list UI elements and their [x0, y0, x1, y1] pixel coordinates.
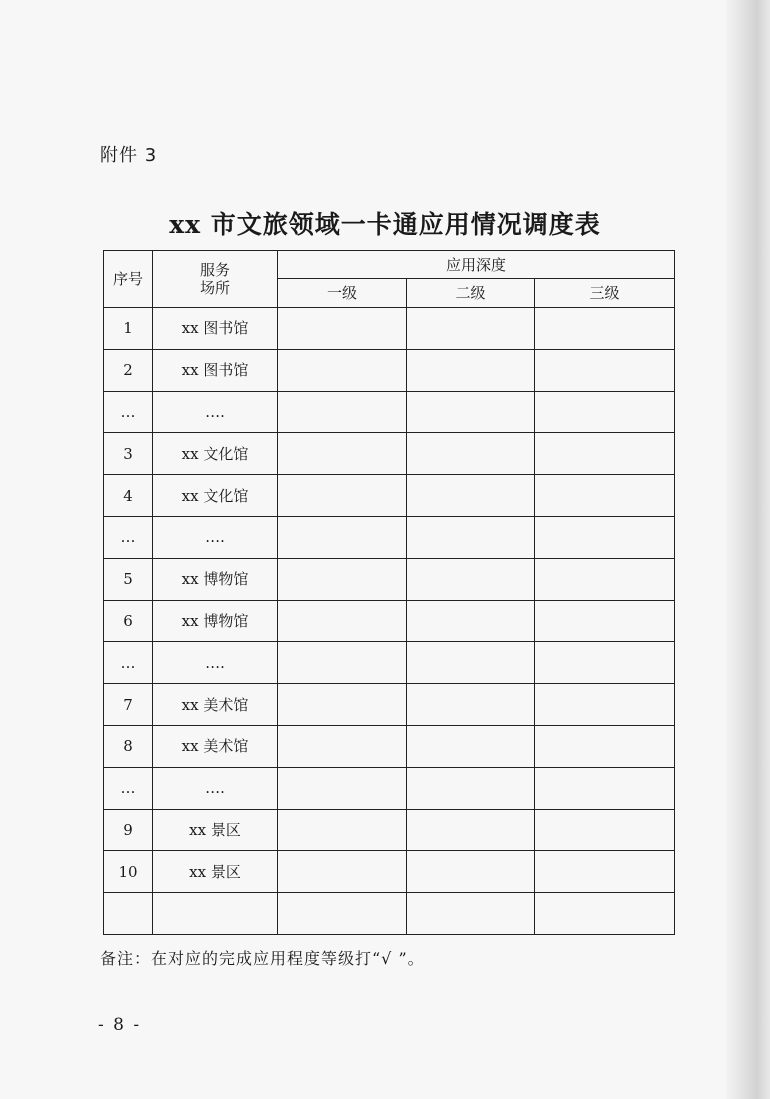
row-level2-cell	[407, 433, 535, 475]
row-venue-cell: xx 博物馆	[153, 558, 278, 600]
row-level1-cell	[278, 893, 407, 935]
header-venue-line2: 场所	[199, 279, 230, 297]
row-seq-cell: 4	[104, 475, 153, 517]
header-seq: 序号	[104, 251, 153, 308]
row-seq-cell: 1	[104, 308, 153, 350]
table-row	[104, 475, 675, 517]
row-level2-cell	[407, 391, 535, 433]
row-seq-cell: 5	[104, 558, 153, 600]
row-level1-cell	[278, 516, 407, 558]
row-level3-cell	[535, 600, 675, 642]
row-level3-cell	[535, 684, 675, 726]
row-seq-cell: 6	[104, 600, 153, 642]
row-level1-cell	[278, 725, 407, 767]
attachment-label: 附件 3	[100, 145, 158, 166]
row-venue-cell: ….	[153, 767, 278, 809]
row-level3-cell	[535, 558, 675, 600]
table-row	[104, 642, 675, 684]
row-level3-cell	[535, 893, 675, 935]
header-level3: 三级	[535, 279, 675, 308]
header-depth: 应用深度	[278, 251, 675, 279]
page-title: xx 市文旅领域一卡通应用情况调度表	[169, 210, 601, 239]
row-venue-cell: ….	[153, 516, 278, 558]
table-row	[104, 893, 675, 935]
table-row	[104, 391, 675, 433]
table-row	[104, 433, 675, 475]
row-level1-cell	[278, 600, 407, 642]
row-level2-cell	[407, 516, 535, 558]
row-level2-cell	[407, 349, 535, 391]
row-level2-cell	[407, 475, 535, 517]
table-row	[104, 767, 675, 809]
header-level2: 二级	[407, 279, 535, 308]
footnote: 备注：在对应的完成应用程度等级打“√ ”。	[100, 949, 425, 968]
table-row	[104, 308, 675, 350]
row-venue-cell	[153, 893, 278, 935]
row-level3-cell	[535, 642, 675, 684]
row-level1-cell	[278, 308, 407, 350]
row-level3-cell	[535, 516, 675, 558]
page-edge-shadow	[726, 0, 770, 1099]
row-level3-cell	[535, 851, 675, 893]
row-level3-cell	[535, 725, 675, 767]
row-level1-cell	[278, 767, 407, 809]
row-level2-cell	[407, 308, 535, 350]
row-level2-cell	[407, 893, 535, 935]
row-level2-cell	[407, 809, 535, 851]
row-seq-cell: …	[104, 391, 153, 433]
row-seq-cell: …	[104, 767, 153, 809]
row-seq-cell: 10	[104, 851, 153, 893]
table-row	[104, 725, 675, 767]
survey-table	[103, 250, 675, 935]
row-seq-cell: 7	[104, 684, 153, 726]
row-level2-cell	[407, 725, 535, 767]
row-level3-cell	[535, 475, 675, 517]
row-level3-cell	[535, 809, 675, 851]
table-row	[104, 851, 675, 893]
row-venue-cell: xx 图书馆	[153, 349, 278, 391]
table-row	[104, 600, 675, 642]
row-venue-cell: xx 图书馆	[153, 308, 278, 350]
row-level1-cell	[278, 851, 407, 893]
row-level1-cell	[278, 349, 407, 391]
header-level1: 一级	[278, 279, 407, 308]
row-venue-cell: xx 美术馆	[153, 725, 278, 767]
row-venue-cell: xx 景区	[153, 851, 278, 893]
row-venue-cell: xx 文化馆	[153, 475, 278, 517]
row-level2-cell	[407, 684, 535, 726]
row-seq-cell	[104, 893, 153, 935]
header-venue	[153, 251, 278, 308]
table-row	[104, 809, 675, 851]
table-row	[104, 684, 675, 726]
row-level3-cell	[535, 433, 675, 475]
table-row	[104, 349, 675, 391]
row-level3-cell	[535, 391, 675, 433]
row-venue-cell: ….	[153, 391, 278, 433]
table-row	[104, 516, 675, 558]
row-seq-cell: …	[104, 516, 153, 558]
row-level1-cell	[278, 558, 407, 600]
row-venue-cell: ….	[153, 642, 278, 684]
row-venue-cell: xx 美术馆	[153, 684, 278, 726]
row-venue-cell: xx 文化馆	[153, 433, 278, 475]
row-seq-cell: 9	[104, 809, 153, 851]
row-level3-cell	[535, 767, 675, 809]
row-level2-cell	[407, 642, 535, 684]
row-level1-cell	[278, 809, 407, 851]
row-level2-cell	[407, 600, 535, 642]
row-level3-cell	[535, 308, 675, 350]
row-venue-cell: xx 景区	[153, 809, 278, 851]
row-seq-cell: 2	[104, 349, 153, 391]
row-level1-cell	[278, 475, 407, 517]
row-level3-cell	[535, 349, 675, 391]
row-seq-cell: …	[104, 642, 153, 684]
header-venue-line1: 服务	[199, 261, 230, 279]
row-level1-cell	[278, 684, 407, 726]
header-row	[104, 251, 675, 279]
table-row	[104, 558, 675, 600]
row-level2-cell	[407, 767, 535, 809]
page-number: - 8 -	[98, 1015, 142, 1035]
row-level2-cell	[407, 558, 535, 600]
row-seq-cell: 8	[104, 725, 153, 767]
row-level1-cell	[278, 391, 407, 433]
row-level2-cell	[407, 851, 535, 893]
row-level1-cell	[278, 433, 407, 475]
row-venue-cell: xx 博物馆	[153, 600, 278, 642]
row-level1-cell	[278, 642, 407, 684]
row-seq-cell: 3	[104, 433, 153, 475]
